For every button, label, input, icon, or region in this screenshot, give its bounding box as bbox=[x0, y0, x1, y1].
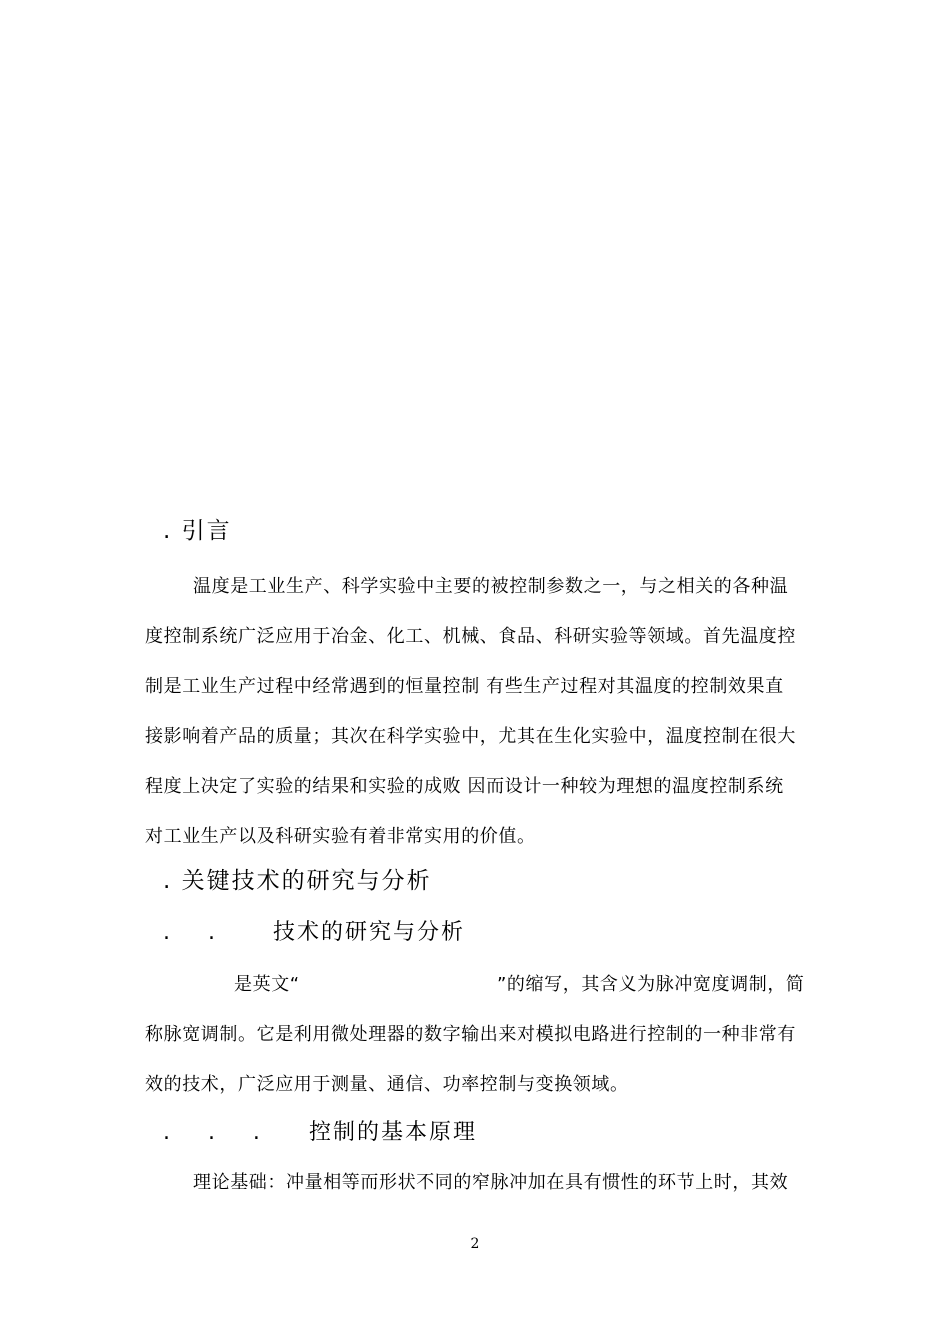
subsection-paragraph-line: ”的缩写，其含义为脉冲宽度调制，简 bbox=[497, 974, 805, 995]
intro-paragraph-line: 度控制系统广泛应用于冶金、化工、机械、食品、科研实验等领域。首先温度控 bbox=[145, 626, 796, 647]
page-number: 2 bbox=[470, 1236, 480, 1252]
intro-paragraph-line: 制是工业生产过程中经常遇到的恒量控制 有些生产过程对其温度的控制效果直 bbox=[145, 676, 784, 697]
intro-paragraph-line: 程度上决定了实验的结果和实验的成败 因而设计一种较为理想的温度控制系统 bbox=[145, 776, 784, 797]
subsubsection-title: 控制的基本原理 bbox=[309, 1120, 478, 1145]
intro-paragraph-line: 接影响着产品的质量；其次在科学实验中，尤其在生化实验中，温度控制在很大 bbox=[145, 726, 796, 747]
section-heading-intro: . 引言 bbox=[163, 518, 232, 544]
intro-paragraph-line: 温度是工业生产、科学实验中主要的被控制参数之一，与之相关的各种温 bbox=[193, 576, 789, 597]
subsection-paragraph-line: 称脉宽调制。它是利用微处理器的数字输出来对模拟电路进行控制的一种非常有 bbox=[145, 1024, 796, 1045]
subsection-paragraph-line: 是英文“ bbox=[234, 974, 300, 995]
subsection-paragraph-line: 效的技术，广泛应用于测量、通信、功率控制与变换领域。 bbox=[145, 1074, 629, 1095]
subsubsection-number: . . . bbox=[163, 1120, 262, 1145]
subsubsection-paragraph-line: 理论基础：冲量相等而形状不同的窄脉冲加在具有惯性的环节上时，其效 bbox=[193, 1172, 789, 1193]
section-heading-key-tech: . 关键技术的研究与分析 bbox=[163, 868, 432, 894]
subsection-title: 技术的研究与分析 bbox=[273, 920, 466, 945]
intro-paragraph-line: 对工业生产以及科研实验有着非常实用的价值。 bbox=[145, 826, 536, 847]
subsection-number: . . bbox=[163, 920, 217, 945]
